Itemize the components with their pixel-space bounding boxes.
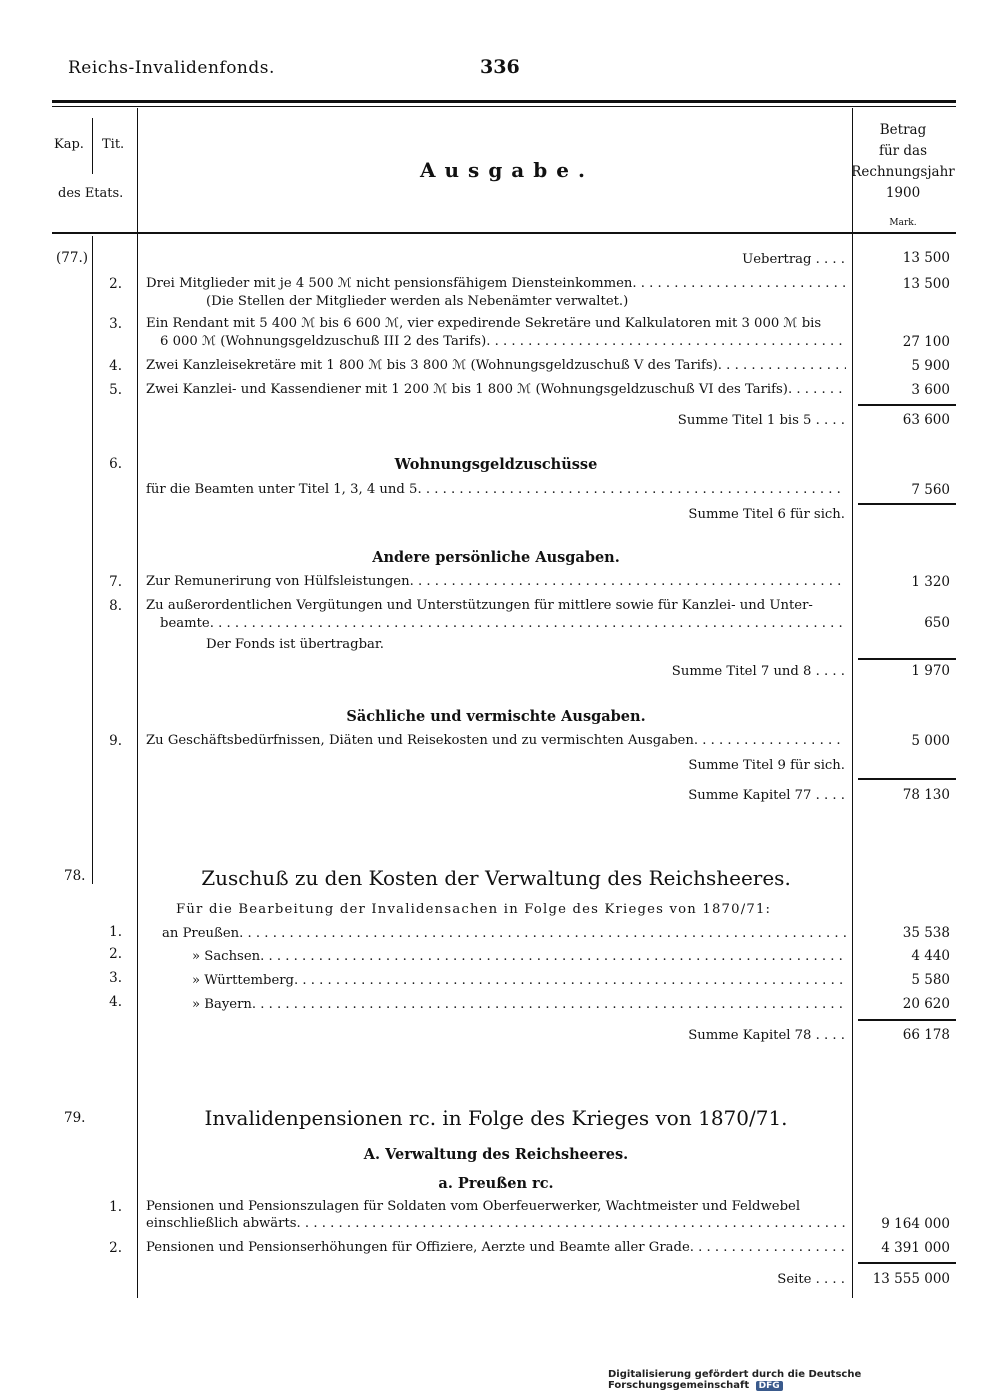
leader-line [146,358,846,373]
leader-line [146,574,846,589]
sum-label: Summe Kapitel 77 . . . . [688,788,845,803]
row-text: Zu Geschäftsbedürfnissen, Diäten und Reisekosten und zu vermischten Ausgaben [146,733,694,748]
kap-77-number: (77.) [56,250,89,266]
tit-number: 2. [109,946,122,962]
chapter-title: Zuschuß zu den Kosten der Verwaltung des Reichsheeres. [201,866,791,890]
row-text: Zu außerordentlichen Vergütungen und Unterstützungen für mittlere sowie für Kanzlei- und Unter- [146,598,813,613]
subsection-heading: a. Preußen rc. [438,1175,554,1192]
sum-amount: 1 970 [911,663,950,679]
row-note: Der Fonds ist übertragbar. [206,637,384,652]
row-amount: 1 320 [911,574,950,590]
digitization-credit [608,1369,1000,1391]
kap-tit-divider [92,118,93,174]
leader-line [162,926,846,941]
leader-line [146,733,846,748]
section-heading: Wohnungsgeldzuschüsse [394,456,598,473]
subsection-heading: A. Verwaltung des Reichsheeres. [363,1146,629,1163]
leader-line [160,616,846,631]
tit-number: 6. [109,456,122,472]
row-text: Preußen [182,926,240,941]
row-text: Württemberg [204,973,294,988]
uebertrag-amount: 13 500 [902,250,950,266]
row-text: beamte [160,616,210,631]
leader-line [192,949,846,964]
des-etats-heading: des Etats. [58,186,124,201]
row-amount: 5 000 [911,733,950,749]
sum-label: Seite . . . . [777,1272,845,1287]
tit-heading: Tit. [102,137,125,152]
sum-amount: 78 130 [902,787,950,803]
credit-text: Digitalisierung gefördert durch die Deutsche Forschungsgemeinschaft [608,1369,862,1391]
row-text: Pensionen und Pensionserhöhungen für Offiziere, Aerzte und Beamte aller Grade [146,1240,690,1255]
section-heading: Andere persönliche Ausgaben. [372,549,620,566]
row-amount: 13 500 [902,276,950,292]
sum-rule [858,503,956,505]
leader-line [192,997,846,1012]
top-rule [52,100,956,103]
kap-79-number: 79. [64,1110,86,1126]
uebertrag-label: Uebertrag . . . . [742,252,845,267]
row-amount: 7 560 [911,482,950,498]
tit-number: 5. [109,382,122,398]
row-prefix: » [192,997,201,1012]
row-prefix: an [162,926,179,941]
row-text: Zwei Kanzlei- und Kassendiener mit 1 200 ℳ bis 1 800 ℳ (Wohnungsgeldzuschuß VI des Tarifs) [146,382,788,397]
sum-amount: 13 555 000 [872,1271,950,1287]
text-column-rule [137,108,138,1298]
leader-line [192,973,846,988]
head-rule [52,232,956,234]
sum-rule [858,404,956,406]
leader-line [146,1216,846,1231]
sum-label: Summe Titel 9 für sich. [688,758,845,773]
sum-label: Summe Titel 7 und 8 . . . . [671,664,845,679]
betrag-heading [850,120,956,204]
row-note: (Die Stellen der Mitglieder werden als Nebenämter verwaltet.) [206,294,629,309]
row-amount: 20 620 [902,996,950,1012]
row-amount: 9 164 000 [881,1216,950,1232]
page-number: 336 [480,56,520,78]
row-text: Zur Remunerirung von Hülfsleistungen [146,574,410,589]
tit-number: 2. [109,1240,122,1256]
tit-number: 7. [109,574,122,590]
row-amount: 4 440 [911,948,950,964]
row-amount: 3 600 [911,382,950,398]
leader-line [146,382,846,397]
dfg-logo: DFG [756,1381,783,1391]
sum-amount: 66 178 [902,1027,950,1043]
leader-line [146,482,846,497]
leader-line [160,334,846,349]
sum-rule [858,778,956,780]
row-amount: 5 580 [911,972,950,988]
sum-label: Summe Titel 6 für sich. [688,507,845,522]
leader-line [146,276,846,291]
row-text: Ein Rendant mit 5 400 ℳ bis 6 600 ℳ, vier expedirende Sekretäre und Kalkulatoren mit 3 000 ℳ bis [146,316,822,331]
sum-rule [858,1019,956,1021]
betrag-line: Rechnungsjahr [851,164,955,180]
row-amount: 650 [924,615,950,631]
tit-number: 4. [109,358,122,374]
tit-number: 8. [109,598,122,614]
tit-number: 3. [109,970,122,986]
sum-label: Summe Titel 1 bis 5 . . . . [677,413,845,428]
sum-amount: 63 600 [902,412,950,428]
amount-column-rule [852,108,853,1298]
sum-rule [858,1262,956,1264]
tit-number: 9. [109,733,122,749]
chapter-subtitle: Für die Bearbeitung der Invalidensachen in Folge des Krieges von 1870/71: [176,902,772,917]
kap-column-rule [92,236,93,884]
mark-unit: Mark. [889,218,917,228]
tit-number: 1. [109,924,122,940]
betrag-line: Betrag [879,122,927,138]
kap-78-number: 78. [64,868,86,884]
tit-number: 2. [109,276,122,292]
sum-label: Summe Kapitel 78 . . . . [688,1028,845,1043]
row-text: für die Beamten unter Titel 1, 3, 4 und 5 [146,482,418,497]
row-amount: 35 538 [902,925,950,941]
leader-line [146,1240,846,1255]
betrag-line: 1900 [885,185,921,201]
chapter-title: Invalidenpensionen rc. in Folge des Krieges von 1870/71. [204,1106,788,1130]
row-amount: 5 900 [911,358,950,374]
row-prefix: » [192,949,201,964]
section-heading: Sächliche und vermischte Ausgaben. [346,708,646,725]
row-amount: 27 100 [902,334,950,350]
row-text: Sachsen [204,949,261,964]
row-text: Pensionen und Pensionszulagen für Soldaten vom Oberfeuerwerker, Wachtmeister und Feldwebel [146,1199,801,1214]
tit-number: 3. [109,316,122,332]
row-prefix: » [192,973,201,988]
sum-rule [858,658,956,660]
row-text: Bayern [204,997,252,1012]
row-text: einschließlich abwärts [146,1216,297,1231]
row-text: 6 000 ℳ (Wohnungsgeldzuschuß III 2 des Tarifs) [160,334,487,349]
ausgabe-heading: Ausgabe. [420,158,594,182]
betrag-line: für das [878,143,928,159]
row-amount: 4 391 000 [881,1240,950,1256]
top-rule-thin [52,106,956,107]
running-title: Reichs-Invalidenfonds. [68,58,275,78]
row-text: Zwei Kanzleisekretäre mit 1 800 ℳ bis 3 800 ℳ (Wohnungsgeldzuschuß V des Tarifs) [146,358,718,373]
kap-heading: Kap. [54,137,84,152]
row-text: Drei Mitglieder mit je 4 500 ℳ nicht pensionsfähigem Diensteinkommen [146,276,633,291]
tit-number: 4. [109,994,122,1010]
tit-number: 1. [109,1199,122,1215]
